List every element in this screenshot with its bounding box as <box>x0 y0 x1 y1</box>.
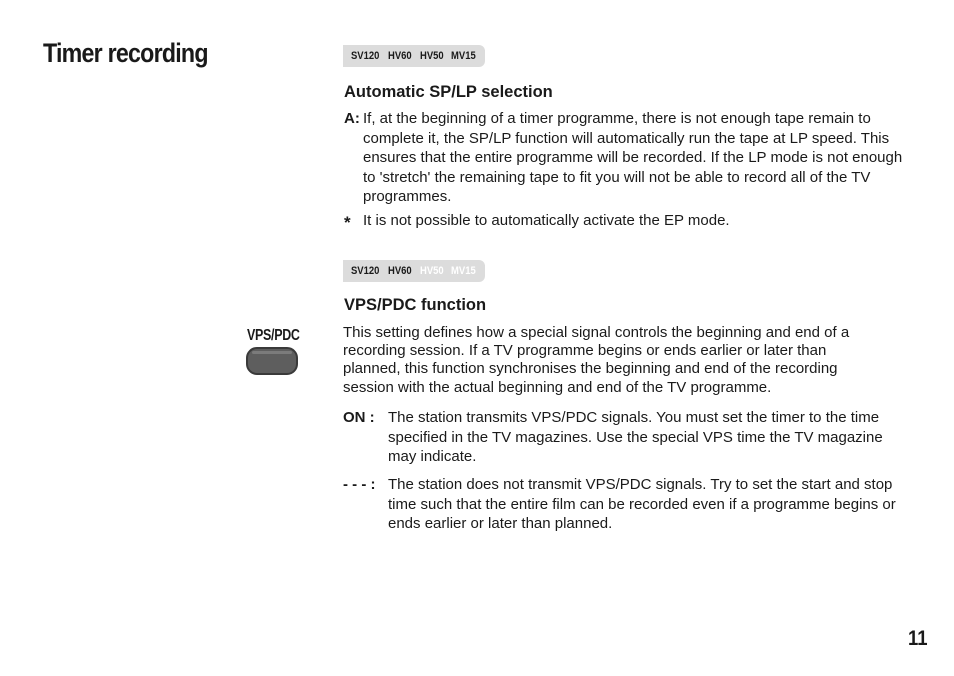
vps-heading: VPS/PDC function <box>344 296 487 314</box>
page-number: 11 <box>908 627 928 650</box>
option-on-text: The station transmits VPS/PDC signals. You must set the timer to the time specified in the TV magazines. Use the special VPS time the TV magazine may indicate. <box>388 409 883 465</box>
page-title: Timer recording <box>43 38 208 68</box>
answer-text: If, at the beginning of a timer programme, there is not enough tape remain to complete it, the SP/LP function will automatically run the tape at LP speed. This ensures that the entire programme will be recorded. If the LP mode is not enough to 'stretch' the remaining tape to fit you will not be able to record all of the TV programmes. <box>363 110 903 205</box>
option-off-label: - - - : <box>343 476 376 493</box>
model-tag-hv50: HV50 <box>420 50 444 62</box>
vps-button-label: VPS/PDC <box>247 327 300 344</box>
note-marker: * <box>344 213 351 232</box>
model-tag-mv15: MV15 <box>451 50 476 62</box>
model-tag-hv50: HV50 <box>420 265 444 277</box>
model-tag-hv60: HV60 <box>388 265 412 277</box>
model-badge-vps <box>343 260 485 282</box>
model-tag-mv15: MV15 <box>451 265 476 277</box>
sp-lp-heading: Automatic SP/LP selection <box>344 83 553 101</box>
model-tag-sv120: SV120 <box>351 265 380 277</box>
option-off-text: The station does not transmit VPS/PDC signals. Try to set the start and stop time such that the entire film can be recorded even if a programme begins or ends earlier or later than planned. <box>388 476 896 532</box>
vps-intro: This setting defines how a special signal controls the beginning and end of a recording session. If a TV programme begins or ends earlier or later than planned, this function synchronises the beginning and end of the recording session with the actual beginning and end of the TV programme. <box>343 324 850 396</box>
vps-pdc-button <box>246 347 298 375</box>
model-tag-sv120: SV120 <box>351 50 380 62</box>
model-tag-hv60: HV60 <box>388 50 412 62</box>
option-on-label: ON : <box>343 409 375 426</box>
answer-label: A: <box>344 110 360 127</box>
note-text: It is not possible to automatically activate the EP mode. <box>363 212 730 229</box>
model-badge-sp-lp <box>343 45 485 67</box>
